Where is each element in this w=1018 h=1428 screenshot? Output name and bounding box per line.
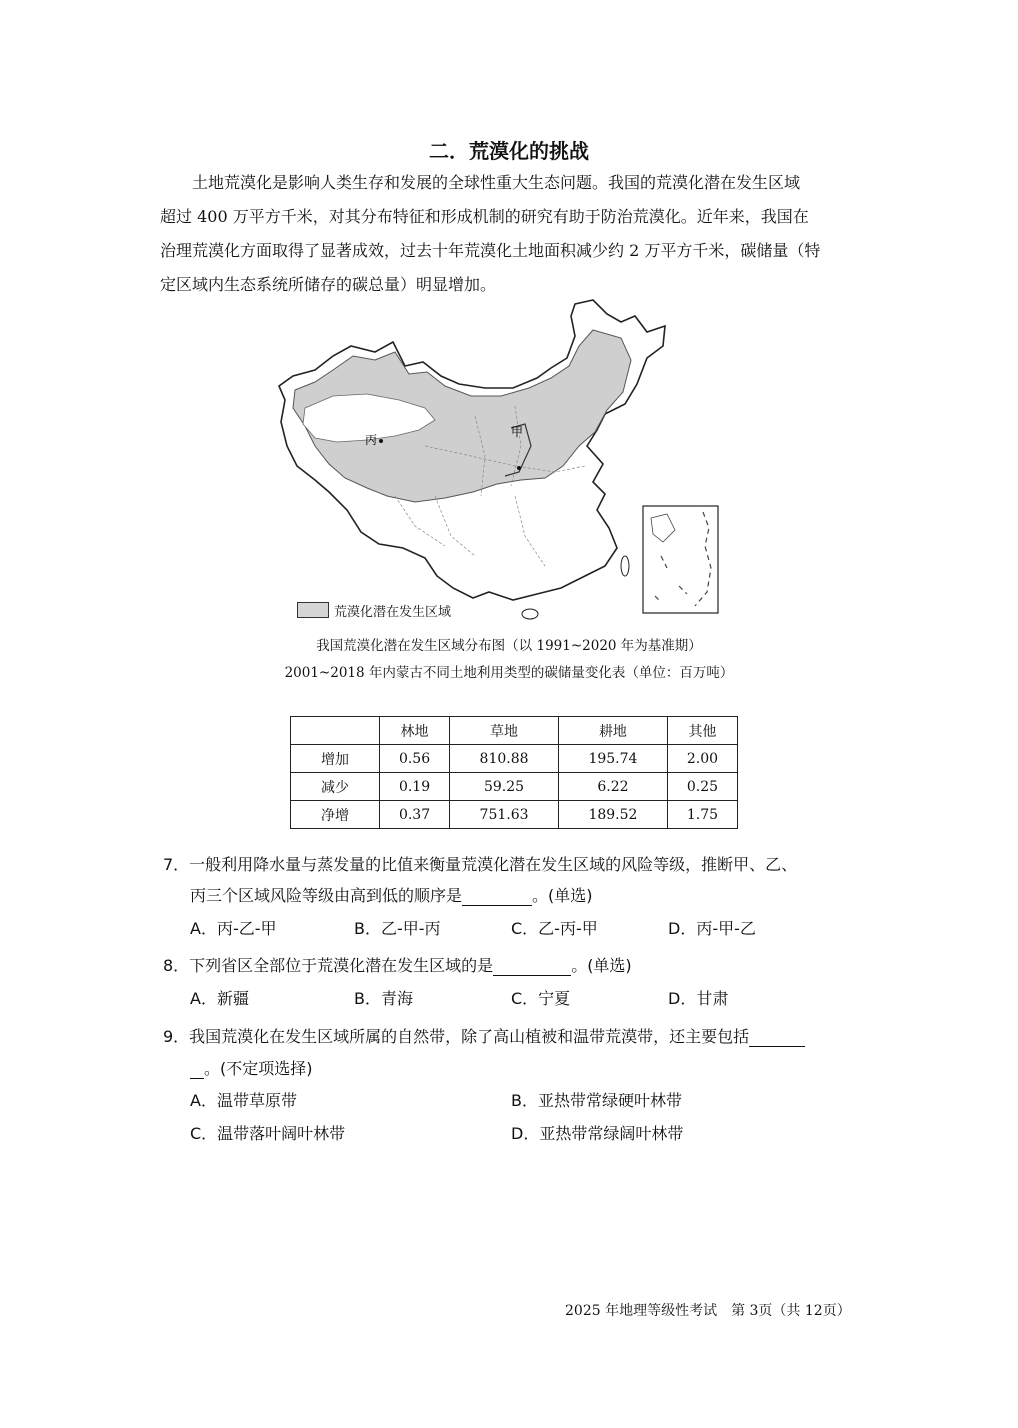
q9-option-b[interactable]: B．亚热带常绿硬叶林带 xyxy=(511,1091,682,1110)
china-desertification-map xyxy=(275,296,725,626)
table-cell: 0.37 xyxy=(380,801,450,829)
jia-dot xyxy=(517,466,521,470)
table-header-cell xyxy=(291,717,380,745)
table-header-cell: 林地 xyxy=(380,717,450,745)
bing-dot xyxy=(379,439,383,443)
table-header-cell: 耕地 xyxy=(558,717,667,745)
table-header-row xyxy=(291,717,738,745)
q8-option-b[interactable]: B．青海 xyxy=(354,989,413,1008)
table-cell: 0.19 xyxy=(380,773,450,801)
q9-answer-blank-cont[interactable] xyxy=(190,1062,204,1079)
row-label: 增加 xyxy=(291,745,380,773)
table-cell: 810.88 xyxy=(450,745,559,773)
q9-stem: 9．我国荒漠化在发生区域所属的自然带，除了高山植被和温带荒漠带，还主要包括 xyxy=(163,1027,750,1046)
q7-line2 xyxy=(190,883,593,906)
map-label-jia: 甲 xyxy=(511,425,524,439)
table-header-cell: 其他 xyxy=(667,717,737,745)
q7-option-d[interactable]: D．丙-甲-乙 xyxy=(668,919,756,938)
q8-answer-blank[interactable] xyxy=(493,959,571,976)
map-caption: 我国荒漠化潜在发生区域分布图（以 1991~2020 年为基准期） xyxy=(316,638,702,654)
q9-line2 xyxy=(190,1056,313,1079)
q7-stem: 丙三个区域风险等级由高到低的顺序是 xyxy=(190,886,463,905)
q7-option-a[interactable]: A．丙-乙-甲 xyxy=(190,919,277,938)
section-title: 二．荒漠化的挑战 xyxy=(429,139,589,163)
legend-swatch xyxy=(297,602,329,618)
table-row xyxy=(291,801,738,829)
table-header-cell: 草地 xyxy=(450,717,559,745)
q7-suffix: 。(单选) xyxy=(532,886,593,905)
table-cell: 59.25 xyxy=(450,773,559,801)
hainan-island xyxy=(522,609,538,619)
q9-option-d[interactable]: D．亚热带常绿阔叶林带 xyxy=(511,1124,684,1143)
q7-line1: 7．一般利用降水量与蒸发量的比值来衡量荒漠化潜在发生区域的风险等级，推断甲、乙、 xyxy=(163,855,798,874)
q8-option-a[interactable]: A．新疆 xyxy=(190,989,249,1008)
legend-label: 荒漠化潜在发生区域 xyxy=(334,605,452,620)
q7-option-b[interactable]: B．乙-甲-丙 xyxy=(354,919,441,938)
row-label: 减少 xyxy=(291,773,380,801)
table-cell: 0.25 xyxy=(667,773,737,801)
table-cell: 195.74 xyxy=(558,745,667,773)
table-cell: 2.00 xyxy=(667,745,737,773)
q7-answer-blank[interactable] xyxy=(462,889,532,906)
table-caption: 2001~2018 年内蒙古不同土地利用类型的碳储量变化表（单位：百万吨） xyxy=(284,665,734,681)
intro-line: 土地荒漠化是影响人类生存和发展的全球性重大生态问题。我国的荒漠化潜在发生区域 xyxy=(192,173,801,192)
q9-option-c[interactable]: C．温带落叶阔叶林带 xyxy=(190,1124,346,1143)
q8-suffix: 。(单选) xyxy=(571,956,632,975)
row-label: 净增 xyxy=(291,801,380,829)
table-cell: 1.75 xyxy=(667,801,737,829)
intro-line: 超过 400 万平方千米，对其分布特征和形成机制的研究有助于防治荒漠化。近年来，我国在 xyxy=(160,207,809,226)
q8-stem: 8．下列省区全部位于荒漠化潜在发生区域的是 xyxy=(163,956,494,975)
q9-suffix: 。(不定项选择) xyxy=(204,1059,313,1078)
q8-line xyxy=(163,953,632,976)
intro-line: 定区域内生态系统所储存的碳总量）明显增加。 xyxy=(160,275,497,294)
q7-option-c[interactable]: C．乙-丙-甲 xyxy=(511,919,598,938)
table-cell: 189.52 xyxy=(558,801,667,829)
q8-option-c[interactable]: C．宁夏 xyxy=(511,989,571,1008)
carbon-storage-table xyxy=(290,716,738,829)
q9-answer-blank[interactable] xyxy=(749,1030,805,1047)
table-cell: 0.56 xyxy=(380,745,450,773)
intro-line: 治理荒漠化方面取得了显著成效，过去十年荒漠化土地面积减少约 2 万平方千米，碳储量（特 xyxy=(160,241,821,260)
map-label-bing: 丙 xyxy=(365,433,378,447)
table-cell: 6.22 xyxy=(558,773,667,801)
page-footer: 2025 年地理等级性考试 第 3页（共 12页） xyxy=(565,1303,851,1319)
intro-paragraph xyxy=(160,166,856,302)
table-row xyxy=(291,773,738,801)
taiwan-island xyxy=(621,556,629,576)
q8-option-d[interactable]: D．甘肃 xyxy=(668,989,729,1008)
q9-option-a[interactable]: A．温带草原带 xyxy=(190,1091,297,1110)
table-row xyxy=(291,745,738,773)
q9-line1 xyxy=(163,1024,805,1047)
table-cell: 751.63 xyxy=(450,801,559,829)
